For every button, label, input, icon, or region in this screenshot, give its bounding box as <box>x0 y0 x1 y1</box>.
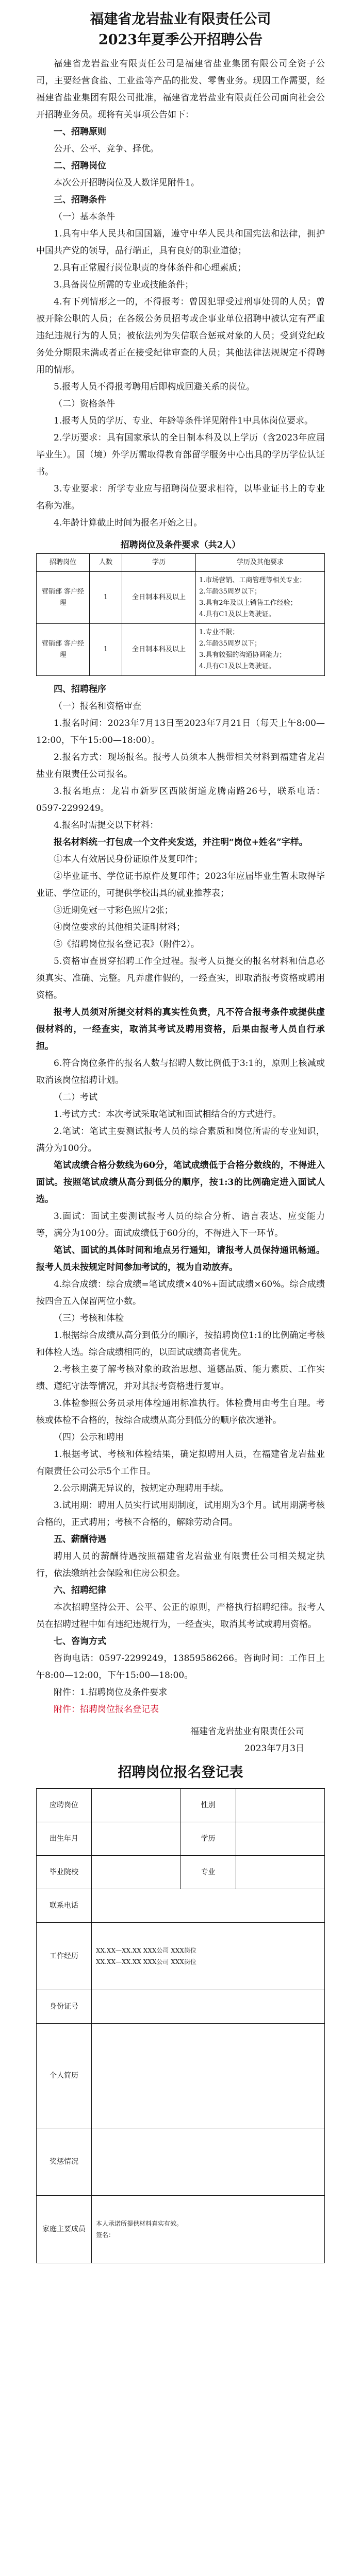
emphasis-paragraph: 笔试、面试的具体时间和地点另行通知，请报考人员保持通讯畅通。报考人员未按规定时间参加考试的，视为自动放弃。 <box>36 1245 325 1273</box>
paragraph: 3.体检参照公务员录用体检通用标准执行。体检费用由考生自理。考核或体检不合格的，按综合成绩从高分到低分的顺序依次递补。 <box>36 1398 325 1426</box>
paragraph: 4.综合成绩：综合成绩=笔试成绩×40%+面试成绩×60%。综合成绩按四舍五入保留两位小数。 <box>36 1279 325 1307</box>
table-row <box>37 1990 325 2024</box>
emphasis-paragraph: 报名材料统一打包成一个文件夹发送，并注明“岗位+姓名”字样。 <box>54 837 308 848</box>
paragraph: 2.学历要求：具有国家承认的全日制本科及以上学历（含2023年应届毕业生）。国（境）外学历需取得教育部留学服务中心出具的学历学位认证书。 <box>36 433 325 477</box>
table-cell-reqs: 1.专业不限； 2.年龄35周岁以下； 3.具有较强的沟通协调能力； 4.具有C1及以上驾驶证。 <box>196 624 325 676</box>
table-cell-edu: 全日制本科及以上 <box>122 572 196 624</box>
table-row <box>37 2128 325 2196</box>
form-label: 家庭主要成员 <box>37 2196 92 2263</box>
subsection-heading: （二）考试 <box>54 1092 97 1103</box>
paragraph: ⑤《招聘岗位报名登记表》（附件2）。 <box>54 939 200 950</box>
form-field[interactable] <box>92 1822 181 1856</box>
subsection-heading: （三）考核和体检 <box>54 1313 124 1324</box>
paragraph: 4.报名时需提交以下材料： <box>54 820 159 831</box>
emphasis-paragraph: 笔试成绩合格分数线为60分，笔试成绩低于合格分数线的，不得进入面试。按照笔试成绩从高分到低分的顺序，按1:3的比例确定进入面试人选。 <box>36 1160 325 1205</box>
table-cell-post: 营销部 客户经理 <box>37 572 90 624</box>
table-row <box>37 1789 325 1822</box>
paragraph: 3.具备岗位所需的专业或技能条件； <box>54 280 194 290</box>
subsection-heading: （二）资格条件 <box>54 399 115 409</box>
form-label: 工作经历 <box>37 1923 92 1990</box>
section-heading: 三、招聘条件 <box>54 195 106 205</box>
form-field[interactable] <box>92 1990 325 2024</box>
paragraph: 4.有下列情形之一的，不得报考：曾因犯罪受过刑事处罚的人员；曾被开除公职的人员；在各级公务员招考或企事业单位招聘中被认定有严重违纪违规行为的人员；被依法列为失信联合惩戒对象的人员；受到党纪政务处分期限未满或者正在接受纪律审查的人员；其他法律法规规定不得聘用的情形。 <box>36 297 325 375</box>
table-row <box>37 1923 325 1990</box>
table-row <box>37 624 325 676</box>
paragraph: 6.符合岗位条件的报名人数与招聘人数比例低于3:1的，原则上核减或取消该岗位招聘计划。 <box>36 1058 325 1086</box>
column-header: 学历 <box>122 554 196 572</box>
form-field-declaration[interactable]: 本人承诺所提供材料真实有效。 签名： <box>92 2196 325 2263</box>
subsection-heading: （一）报名和资格审查 <box>54 701 141 711</box>
paragraph: 1.报考人员的学历、专业、年龄等条件详见附件1中具体岗位要求。 <box>54 416 314 426</box>
paragraph: 5.报考人员不得报考聘用后即构成回避关系的岗位。 <box>54 382 255 392</box>
signature-date: 2023年7月3日 <box>244 1743 304 1754</box>
intro-paragraph: 福建省龙岩盐业有限责任公司是福建省盐业集团有限公司全资子公司，主要经营食盐、工业盐等产品的批发、零售业务。现因工作需要，经福建省盐业集团有限公司批准，福建省龙岩盐业有限责任公司面向社会公开招聘业务员。现将有关事项公告如下： <box>36 59 325 120</box>
section-heading: 一、招聘原则 <box>54 127 106 137</box>
registration-form-table <box>36 1788 325 2263</box>
table-row <box>37 1822 325 1856</box>
form-field[interactable] <box>92 2024 325 2128</box>
table-row <box>37 572 325 624</box>
section-heading: 六、招聘纪律 <box>54 1585 106 1596</box>
paragraph: 2.具有正常履行岗位职责的身体条件和心理素质； <box>54 263 247 273</box>
form-field-resume[interactable]: XX.XX—XX.XX XXX公司 XXX岗位 XX.XX—XX.XX XXX公司 XXX岗位 <box>92 1923 325 1990</box>
paragraph: 1.具有中华人民共和国国籍，遵守中华人民共和国宪法和法律，拥护中国共产党的领导，品行端正，具有良好的职业道德； <box>36 229 325 256</box>
form-field[interactable] <box>92 2128 325 2196</box>
form-label: 出生年月 <box>37 1822 92 1856</box>
paragraph: 1.考试方式：本次考试采取笔试和面试相结合的方式进行。 <box>54 1109 282 1120</box>
requirements-table-title: 招聘岗位及条件要求（共2人） <box>120 540 241 550</box>
attachment-list <box>36 1684 325 1701</box>
paragraph: 2.考核主要了解考核对象的政治思想、道德品质、能力素质、工作实绩、遵纪守法等情况，并对其报考资格进行复审。 <box>36 1364 325 1392</box>
doc-title-line2: 2023年夏季公开招聘公告 <box>98 32 263 48</box>
paragraph: 4.年龄计算截止时间为报名开始之日。 <box>54 518 203 528</box>
paragraph: ①本人有效居民身份证原件及复印件； <box>54 854 203 865</box>
form-field[interactable] <box>92 1889 325 1923</box>
form-label: 应聘岗位 <box>37 1789 92 1822</box>
paragraph: 3.面试：面试主要测试报考人员的综合分析、语言表达、应变能力等，满分为100分。面试成绩低于60分的，不得进入下一环节。 <box>36 1211 325 1239</box>
form-label: 奖惩情况 <box>37 2128 92 2196</box>
subsection-heading: （四）公示和聘用 <box>54 1432 124 1443</box>
attachment-label: 附件： <box>54 1687 80 1698</box>
paragraph: ④岗位要求的其他相关证明材料； <box>54 922 185 933</box>
form-label: 身份证号 <box>37 1990 92 2024</box>
column-header: 人数 <box>90 554 122 572</box>
paragraph: 聘用人员的薪酬待遇按照福建省龙岩盐业有限责任公司相关规定执行，依法缴纳社会保险和住房公积金。 <box>36 1551 325 1579</box>
column-header: 学历及其他要求 <box>196 554 325 572</box>
subsection-heading: （一）基本条件 <box>54 212 115 222</box>
paragraph: 2.公示期满无异议的，按规定办理聘用手续。 <box>54 1483 229 1494</box>
paragraph: 本次公开招聘岗位及人数详见附件1。 <box>54 178 200 188</box>
paragraph: 3.专业要求：所学专业应与招聘岗位要求相符，以毕业证书上的专业名称为准。 <box>36 484 325 511</box>
form-field[interactable] <box>236 1856 325 1889</box>
paragraph: 3.试用期：聘用人员实行试用期制度，试用期为3个月。试用期满考核合格的，正式聘用；考核不合格的，解除劳动合同。 <box>36 1500 325 1528</box>
form-field[interactable] <box>236 1789 325 1822</box>
column-header: 招聘岗位 <box>37 554 90 572</box>
paragraph: 咨询电话：0597-2299249，13859586266。咨询时间：工作日上午8:00—12:00，下午15:00—18:00。 <box>36 1653 325 1681</box>
table-header-row <box>37 554 325 572</box>
attachment-list <box>36 1701 325 1718</box>
form-label: 联系电话 <box>37 1889 92 1923</box>
form-label: 学历 <box>180 1822 236 1856</box>
table-row <box>37 2024 325 2128</box>
section-heading: 五、薪酬待遇 <box>54 1534 106 1545</box>
form-field[interactable] <box>236 1822 325 1856</box>
paragraph: 1.根据综合成绩从高分到低分的顺序，按招聘岗位1:1的比例确定考核和体检人选。综合成绩相同的，以面试成绩高者优先。 <box>36 1330 325 1358</box>
form-label: 性别 <box>180 1789 236 1822</box>
form-field[interactable] <box>92 1856 181 1889</box>
requirements-table <box>36 553 325 676</box>
section-heading: 七、咨询方式 <box>54 1636 106 1647</box>
table-cell-post: 营销部 客户经理 <box>37 624 90 676</box>
paragraph: 2.报名方式：现场报名。报考人员须本人携带相关材料到福建省龙岩盐业有限责任公司报名。 <box>36 752 325 779</box>
paragraph: ③近期免冠一寸彩色照片2张； <box>54 905 173 916</box>
table-row <box>37 1889 325 1923</box>
paragraph: 5.资格审查贯穿招聘工作全过程。报考人员提交的报名材料和信息必须真实、准确、完整。凡弄虚作假的，一经查实，即取消报考资格或聘用资格。 <box>36 956 325 1001</box>
paragraph: 3.报名地点：龙岩市新罗区西陂街道龙腾南路26号，联系电话：0597-2299249。 <box>36 786 325 814</box>
section-heading: 二、招聘岗位 <box>54 161 106 171</box>
form-field[interactable] <box>92 1789 181 1822</box>
attachment-link-1[interactable]: 1.招聘岗位及条件要求 <box>80 1687 168 1698</box>
paragraph: 1.报名时间：2023年7月13日至2023年7月21日（每天上午8:00—12:00，下午15:00—18:00）。 <box>36 718 325 745</box>
paragraph: 本次招聘坚持公开、公平、公正的原则，严格执行招聘纪律。报考人员在招聘过程中如有违纪违规行为，一经查实，取消其考试或聘用资格。 <box>36 1602 325 1630</box>
paragraph: 2.笔试：笔试主要测试报考人员的综合素质和岗位所需的专业知识，满分为100分。 <box>36 1126 325 1154</box>
table-cell-count: 1 <box>90 624 122 676</box>
paragraph: ②毕业证书、学位证书原件及复印件；2023年应届毕业生暂未取得毕业证、学位证的，可提供学校出具的就业推荐表； <box>36 871 325 899</box>
doc-title-line1: 福建省龙岩盐业有限责任公司 <box>90 11 271 27</box>
form-label: 个人简历 <box>37 2024 92 2128</box>
signature-org: 福建省龙岩盐业有限责任公司 <box>190 1726 304 1737</box>
table-row <box>37 2196 325 2263</box>
attachment-link-2[interactable]: 附件：招聘岗位报名登记表 <box>54 1704 159 1715</box>
paragraph: 公开、公平、竞争、择优。 <box>54 144 159 154</box>
paragraph: 1.根据考试、考核和体检结果，确定拟聘用人员，在福建省龙岩盐业有限责任公司公示5个工作日。 <box>36 1449 325 1477</box>
form-label: 专业 <box>180 1856 236 1889</box>
table-row <box>37 1856 325 1889</box>
section-heading: 四、招聘程序 <box>54 684 106 694</box>
table-cell-edu: 全日制本科及以上 <box>122 624 196 676</box>
table-cell-reqs: 1.市场营销、工商管理等相关专业； 2.年龄35周岁以下； 3.具有2年及以上销售工作经验； 4.具有C1及以上驾驶证。 <box>196 572 325 624</box>
form-label: 毕业院校 <box>37 1856 92 1889</box>
emphasis-paragraph: 报考人员须对所提交材料的真实性负责，凡不符合报考条件或提供虚假材料的，一经查实，取消其考试及聘用资格，后果由报考人员自行承担。 <box>36 1007 325 1052</box>
table-cell-count: 1 <box>90 572 122 624</box>
form-title: 招聘岗位报名登记表 <box>118 1765 243 1781</box>
